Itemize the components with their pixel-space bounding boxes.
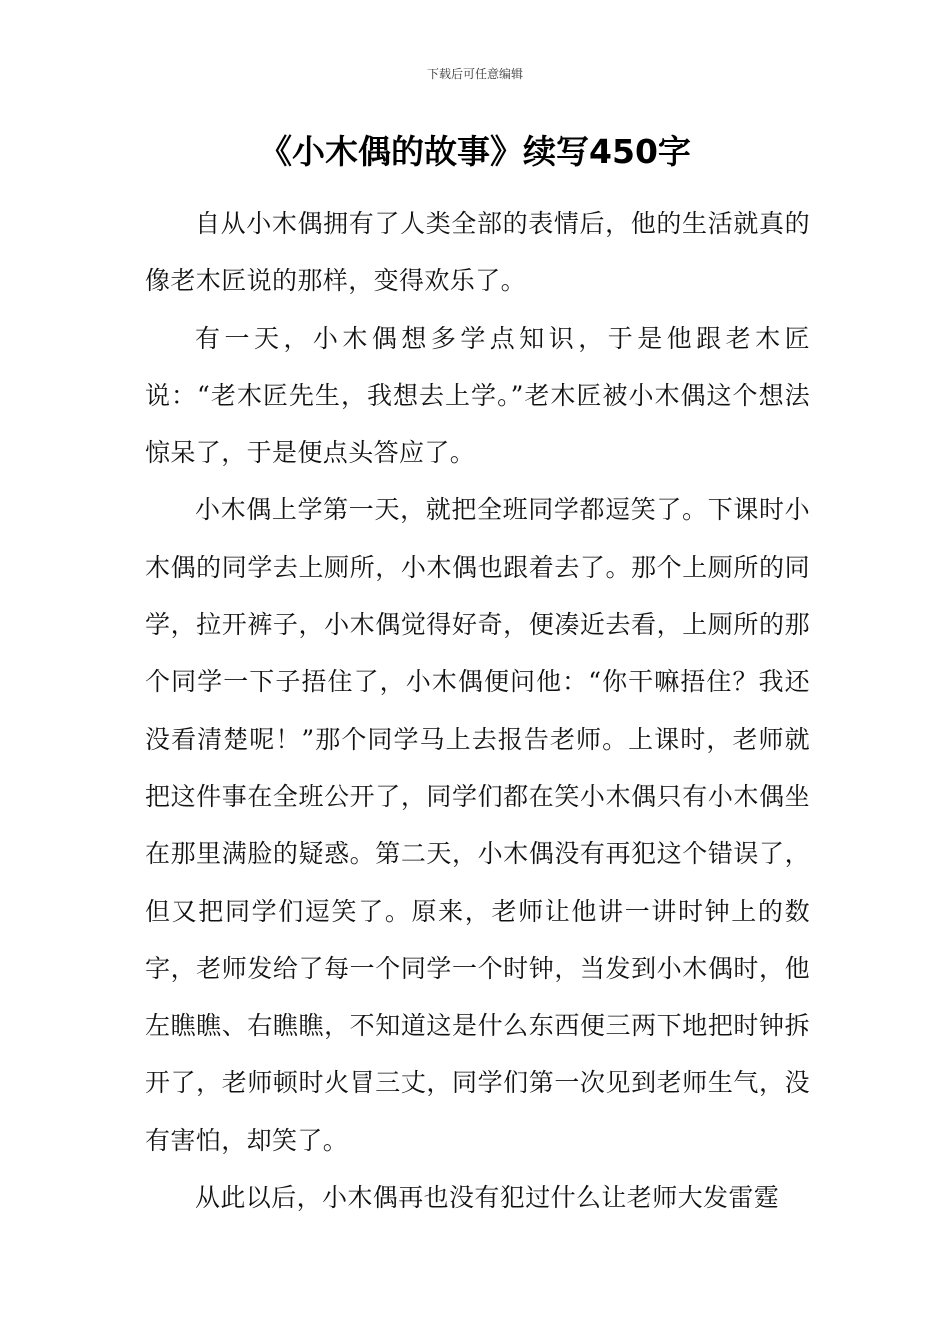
paragraph-2: 有一天，小木偶想多学点知识，于是他跟老木匠说：“老木匠先生，我想去上学。”老木匠被小木偶这个想法惊呆了，于是便点头答应了。 <box>145 323 810 468</box>
paragraph-4: 从此以后，小木偶再也没有犯过什么让老师大发雷霆 <box>195 1183 780 1213</box>
page-header-note: 下载后可任意编辑 <box>426 67 523 81</box>
document-body <box>145 195 810 1226</box>
document-title: 《小木偶的故事》续写450字 <box>259 132 691 171</box>
paragraph-3: 小木偶上学第一天，就把全班同学都逗笑了。下课时小木偶的同学去上厕所，小木偶也跟着去了。那个上厕所的同学，拉开裤子，小木偶觉得好奇，便凑近去看，上厕所的那个同学一下子捂住了，小木偶便问他：“你干嘛捂住？我还没看清楚呢！”那个同学马上去报告老师。上课时，老师就把这件事在全班公开了，同学们都在笑小木偶只有小木偶坐在那里满脸的疑惑。第二天，小木偶没有再犯这个错误了，但又把同学们逗笑了。原来，老师让他讲一讲时钟上的数字，老师发给了每一个同学一个时钟，当发到小木偶时，他左瞧瞧、右瞧瞧，不知道这是什么东西便三两下地把时钟拆开了，老师顿时火冒三丈，同学们第一次见到老师生气，没有害怕，却笑了。 <box>145 495 810 1155</box>
paragraph-1: 自从小木偶拥有了人类全部的表情后，他的生活就真的像老木匠说的那样，变得欢乐了。 <box>145 209 810 296</box>
